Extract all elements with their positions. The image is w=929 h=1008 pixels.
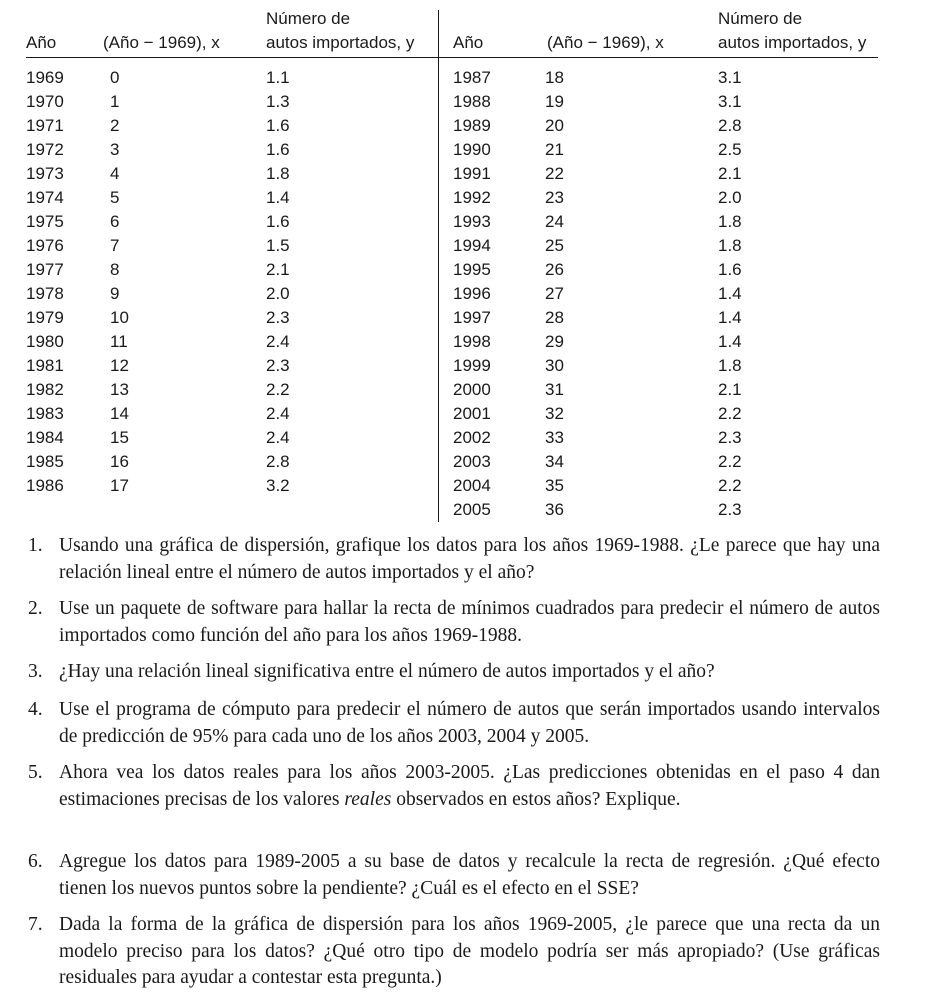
- header-y-line2-right: autos importados, y: [718, 33, 867, 52]
- table-cell-x: 34: [545, 452, 564, 471]
- table-cell-y: 2.3: [718, 428, 742, 447]
- question-text: Agregue los datos para 1989-2005 a su base de datos y recalcule la recta de regresión. ¿Qué efecto tienen los nuevos puntos sobre la pendiente? ¿Cuál es el efecto en el SSE?: [59, 851, 880, 899]
- table-cell-x: 6: [110, 212, 120, 231]
- question-text: Dada la forma de la gráfica de dispersión para los años 1969-2005, ¿le parece que una recta da un modelo preciso para los datos? ¿Qué otro tipo de modelo podría ser más apropiado? (Use gráficas residuales para ayudar a contestar esta pregunta.): [59, 914, 880, 988]
- table-cell-x: 12: [110, 356, 129, 375]
- table-cell-y: 1.6: [266, 140, 290, 159]
- question-item: [28, 849, 880, 902]
- question-number: 3.: [28, 661, 43, 682]
- question-number: 5.: [28, 762, 43, 783]
- table-cell-x: 30: [545, 356, 564, 375]
- table-cell-year: 1979: [26, 308, 64, 327]
- table-cell-y: 2.0: [266, 284, 290, 303]
- question-item: [28, 697, 880, 750]
- table-cell-x: 32: [545, 404, 564, 423]
- question-text: Use un paquete de software para hallar la recta de mínimos cuadrados para predecir el número de autos importados como función del año para los años 1969-1988.: [59, 598, 880, 646]
- table-cell-y: 1.5: [266, 236, 290, 255]
- table-cell-year: 2005: [453, 500, 491, 519]
- table-cell-y: 2.4: [266, 404, 290, 423]
- table-cell-x: 16: [110, 452, 129, 471]
- header-y-line2-left: autos importados, y: [266, 33, 415, 52]
- table-cell-x: 11: [110, 332, 128, 351]
- table-cell-year: 1976: [26, 236, 64, 255]
- table-cell-x: 4: [110, 164, 120, 183]
- column-divider: [438, 10, 439, 522]
- table-cell-y: 2.1: [266, 260, 290, 279]
- table-cell-year: 1970: [26, 92, 64, 111]
- table-cell-y: 2.2: [718, 404, 742, 423]
- table-cell-year: 1995: [453, 260, 491, 279]
- table-cell-year: 1991: [453, 164, 491, 183]
- table-cell-year: 1972: [26, 140, 64, 159]
- table-cell-y: 2.8: [266, 452, 290, 471]
- table-cell-y: 3.1: [718, 68, 742, 87]
- table-cell-y: 1.4: [718, 308, 742, 327]
- table-cell-y: 1.3: [266, 92, 290, 111]
- table-cell-y: 2.1: [718, 164, 742, 183]
- table-cell-y: 2.0: [718, 188, 742, 207]
- table-cell-y: 2.4: [266, 332, 290, 351]
- table-cell-y: 2.2: [266, 380, 290, 399]
- table-cell-x: 9: [110, 284, 120, 303]
- table-cell-year: 1973: [26, 164, 64, 183]
- table-cell-x: 17: [110, 476, 129, 495]
- header-y-line1-right: Número de: [718, 9, 803, 28]
- table-cell-x: 10: [110, 308, 129, 327]
- table-cell-x: 19: [545, 92, 564, 111]
- table-cell-year: 2002: [453, 428, 491, 447]
- question-number: 2.: [28, 598, 43, 619]
- table-cell-y: 1.8: [718, 236, 742, 255]
- question-text: Usando una gráfica de dispersión, grafique los datos para los años 1969-1988. ¿Le parece que hay una relación lineal entre el número de autos importados y el año?: [59, 535, 880, 583]
- table-cell-y: 1.8: [718, 356, 742, 375]
- table-cell-x: 5: [110, 188, 120, 207]
- table-cell-y: 1.8: [266, 164, 290, 183]
- table-cell-x: 23: [545, 188, 564, 207]
- table-cell-y: 1.8: [718, 212, 742, 231]
- table-cell-x: 21: [545, 140, 564, 159]
- question-text-part: observados en estos años? Explique.: [391, 788, 681, 810]
- table-cell-year: 1988: [453, 92, 491, 111]
- table-cell-x: 2: [110, 116, 120, 135]
- question-text-emphasis: reales: [344, 788, 392, 810]
- table-cell-y: 2.5: [718, 140, 742, 159]
- header-x-right: (Año − 1969), x: [547, 33, 664, 52]
- table-cell-year: 1997: [453, 308, 491, 327]
- question-text-part: Ahora vea los datos reales para los años 2003-2005. ¿Las predicciones obtenidas en el paso 4 dan estimaciones precisas de los valores: [59, 762, 880, 810]
- table-cell-x: 22: [545, 164, 564, 183]
- table-cell-year: 1990: [453, 140, 491, 159]
- table-cell-x: 28: [545, 308, 564, 327]
- question-item: [28, 533, 880, 586]
- table-cell-y: 1.6: [266, 116, 290, 135]
- table-cell-year: 2000: [453, 380, 491, 399]
- table-cell-year: 1977: [26, 260, 64, 279]
- table-cell-y: 1.4: [718, 284, 742, 303]
- question-text: [59, 760, 880, 813]
- table-cell-x: 25: [545, 236, 564, 255]
- table-cell-x: 7: [110, 236, 120, 255]
- table-cell-year: 1984: [26, 428, 64, 447]
- table-cell-y: 2.2: [718, 476, 742, 495]
- table-cell-y: 2.1: [718, 380, 742, 399]
- table-cell-year: 1978: [26, 284, 64, 303]
- table-cell-year: 1974: [26, 188, 64, 207]
- table-cell-x: 0: [110, 68, 120, 87]
- table-cell-x: 1: [110, 92, 120, 111]
- table-cell-x: 8: [110, 260, 120, 279]
- table-cell-y: 1.6: [266, 212, 290, 231]
- question-text: ¿Hay una relación lineal significativa entre el número de autos importados y el año?: [59, 661, 715, 682]
- table-cell-year: 2004: [453, 476, 491, 495]
- table-cell-year: 1987: [453, 68, 491, 87]
- table-cell-year: 1982: [26, 380, 64, 399]
- question-number: 1.: [28, 535, 43, 556]
- table-cell-year: 1969: [26, 68, 64, 87]
- table-cell-year: 1983: [26, 404, 64, 423]
- table-cell-year: 2003: [453, 452, 491, 471]
- table-cell-year: 1986: [26, 476, 64, 495]
- question-number: 4.: [28, 699, 43, 720]
- table-cell-y: 1.1: [266, 68, 290, 87]
- table-cell-year: 1999: [453, 356, 491, 375]
- table-cell-x: 18: [545, 68, 564, 87]
- table-cell-y: 2.3: [718, 500, 742, 519]
- table-cell-year: 1989: [453, 116, 491, 135]
- table-cell-y: 1.4: [718, 332, 742, 351]
- table-cell-year: 1994: [453, 236, 491, 255]
- table-cell-x: 36: [545, 500, 564, 519]
- question-item: [28, 596, 880, 649]
- question-number: 6.: [28, 851, 43, 872]
- question-item: [28, 760, 880, 813]
- table-cell-x: 35: [545, 476, 564, 495]
- table-cell-x: 14: [110, 404, 129, 423]
- table-cell-y: 1.6: [718, 260, 742, 279]
- table-cell-x: 15: [110, 428, 129, 447]
- table-cell-year: 1985: [26, 452, 64, 471]
- table-cell-year: 1998: [453, 332, 491, 351]
- table-cell-y: 2.3: [266, 356, 290, 375]
- table-cell-year: 1975: [26, 212, 64, 231]
- question-item: [28, 912, 880, 992]
- header-year-right: Año: [453, 33, 484, 52]
- table-cell-x: 29: [545, 332, 564, 351]
- table-cell-x: 31: [545, 380, 564, 399]
- table-cell-year: 1981: [26, 356, 64, 375]
- table-cell-y: 3.1: [718, 92, 742, 111]
- question-item: [28, 659, 880, 686]
- table-cell-y: 2.2: [718, 452, 742, 471]
- table-cell-year: 1992: [453, 188, 491, 207]
- table-cell-x: 13: [110, 380, 129, 399]
- table-cell-x: 33: [545, 428, 564, 447]
- table-cell-year: 1996: [453, 284, 491, 303]
- table-cell-x: 24: [545, 212, 564, 231]
- table-cell-x: 26: [545, 260, 564, 279]
- table-cell-year: 2001: [453, 404, 491, 423]
- table-cell-year: 1980: [26, 332, 64, 351]
- question-number: 7.: [28, 914, 43, 935]
- table-cell-year: 1993: [453, 212, 491, 231]
- header-y-line1-left: Número de: [266, 9, 351, 28]
- table-cell-y: 1.4: [266, 188, 290, 207]
- header-rule: [26, 57, 878, 58]
- table-cell-x: 27: [545, 284, 564, 303]
- question-text: Use el programa de cómputo para predecir el número de autos que serán importados usando intervalos de predicción de 95% para cada uno de los años 2003, 2004 y 2005.: [59, 699, 880, 747]
- table-cell-y: 2.4: [266, 428, 290, 447]
- table-cell-x: 3: [110, 140, 120, 159]
- table-cell-y: 3.2: [266, 476, 290, 495]
- header-x-left: (Año − 1969), x: [103, 33, 220, 52]
- table-cell-year: 1971: [26, 116, 64, 135]
- table-cell-y: 2.3: [266, 308, 290, 327]
- header-year-left: Año: [26, 33, 57, 52]
- table-cell-y: 2.8: [718, 116, 742, 135]
- table-cell-x: 20: [545, 116, 564, 135]
